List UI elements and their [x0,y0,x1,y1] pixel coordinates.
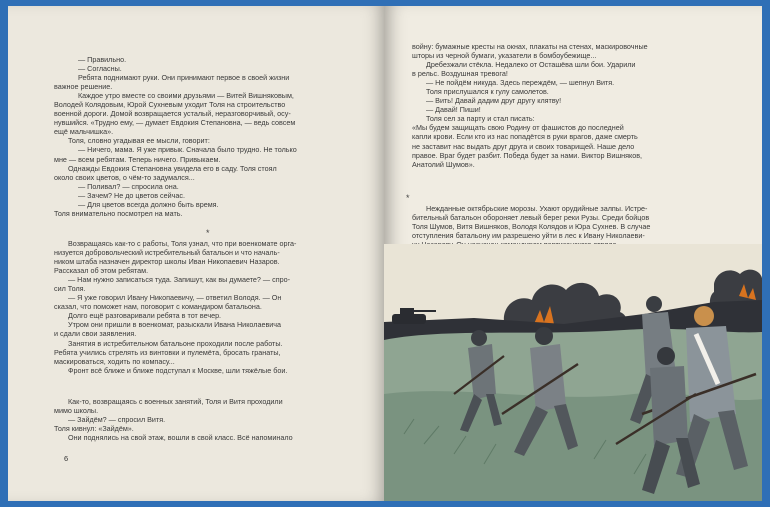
text-line: Как-то, возвращаясь с военных занятий, Толя и Витя проходили [68,397,283,406]
right-text-block-1 [412,42,648,169]
left-text-block-3 [54,397,293,442]
text-line: — Поливал? — спросила она. [78,181,179,191]
text-line: ником штаба назначен директор школы Иван Никопаевич Назаров. [54,257,280,267]
text-line: Долго ещё разговаривали ребята в тот вечер. [68,311,222,321]
left-page [8,6,386,501]
text-line: низуется добровольческий истребительный батальон и что началь- [54,248,280,258]
text-line: — Не пойдём никуда. Здесь переждём, — шепнул Витя. [426,78,615,88]
text-line: Однажды Евдокия Степановна увидела его в саду. Толя стоял [68,163,277,173]
text-line: военной дороги. Домой возвращается усталый, неразговорчивый, осу- [54,109,291,119]
text-line: Возвращаясь как-то с работы, Толя узнал, что при военкомате орга- [68,239,297,248]
text-line: сил Толя. [54,284,86,294]
text-line: важное решение. [54,82,113,92]
text-line: — Правильно. [78,55,127,64]
text-line: Толя прислушался к гулу самолетов. [426,87,549,97]
text-line: — Зайдём? — спросил Витя. [68,415,166,425]
text-line: сказал, что поможет нам, поговорит с командиром батальона. [54,302,262,312]
text-line: Каждое утро вместе со своими друзьями — Витей Вишняковым, [78,91,294,101]
left-text-block-2 [54,239,296,375]
text-line: — Нам нужно записаться туда. Запишут, как вы думаете? — спро- [68,275,290,285]
right-page [384,6,762,501]
text-line: Толя внимательно посмотрел на мать. [54,208,183,218]
text-line: Рассказал об этом ребятам. [54,266,149,276]
text-line: не заставит нас выдать друг друга и своих товарищей. Наше дело [412,141,635,151]
battle-illustration [384,244,762,501]
text-line: — Согласны. [78,64,122,74]
text-line: — Для цветов всегда должно быть время. [78,199,219,209]
text-line: маскироваться, ходить по компасу... [54,356,175,366]
text-line: Они поднялись на свой этаж, вошли в свой класс. Всё напоминало [68,433,293,443]
section-separator: * [406,193,410,203]
text-line: Ребята учились стрелять из винтовки и пулемёта, бросать гранаты, [54,347,281,357]
text-line: мимо школы. [54,406,99,416]
text-line: Утром они пришли в военкомат, разыскали Ивана Николаевича [68,320,282,330]
text-line: — Ничего, мама. Я уже привык. Сначала было трудно. Не только [78,145,297,155]
section-separator: * [206,228,210,238]
text-line: правое. Враг будет разбит. Победа будет за нами. Виктор Вишняков, [412,150,643,160]
page-number: 6 [64,454,69,463]
text-line: — Давай! Пиши! [426,105,481,115]
text-line: Занятия в истребительном батальоне проходили после работы. [68,338,283,348]
text-line: и сдали свои заявления. [54,329,137,339]
text-line: Фронт всё ближе и ближе подступал к Москве, шли тяжёлые бои. [68,365,288,375]
text-line: — Вить! Давай дадим друг другу клятву! [426,96,562,106]
text-line: капли крови. Если кто из нас попадётся в руки врагов, даже смерть [412,132,638,142]
text-line: в рельс. Воздушная тревога! [412,69,508,79]
text-line: — Зачем? Не до цветов сейчас. [78,190,185,200]
text-line: «Мы будем защищать свою Родину от фашистов до последней [412,123,624,133]
text-line: шторы из черной бумаги, указатели в бомбоубежище... [412,51,597,61]
text-line: мне — всем ребятам. Теперь ничего. Привыкаем. [54,154,221,164]
text-line: — Я уже говорил Ивану Никопаевичу, — ответил Володя. — Он [68,293,282,303]
text-line: Нежданные октябрьские морозы. Ухают орудийные залпы. Истре- [426,204,648,213]
text-line: Ребята поднимают руки. Они принимают первое в своей жизни [78,73,290,83]
text-line: Толя, словно угадывая ее мысли, говорит: [68,136,210,146]
right-text-block-2 [412,204,650,249]
text-line: отступления батальону им разрешено уйти в лес к Ивану Николаеви- [412,231,645,241]
text-line: Толя сел за парту и стал писать: [426,114,535,124]
text-line: ещё мальчишка». [54,127,114,137]
text-line: нувшийся. «Трудно ему, — думает Евдокия Степановна, — ведь совсем [54,118,296,128]
text-line: Толя кивнул: «Зайдём». [54,424,134,434]
text-line: Анатолий Шумов». [412,159,475,169]
text-line: бительный батальон обороняет левый берег реки Рузы. Среди бойцов [412,213,650,223]
text-line: Володей Колядовым, Юрой Сухневым уходит Толя на строительство [54,100,286,110]
text-line: Дребезжали стёкла. Недалеко от Осташёва шли бои. Ударили [426,60,636,70]
left-text-block-1 [54,55,297,218]
open-book [8,6,760,501]
text-line: Толя Шумов, Витя Вишняков, Володя Колядов и Юра Сухнев. В случае [412,222,651,232]
text-line: войну: бумажные кресты на окнах, плакаты на стенах, маскировочные [412,42,648,51]
text-line: около своих цветов, о чём-то задумался... [54,172,195,182]
